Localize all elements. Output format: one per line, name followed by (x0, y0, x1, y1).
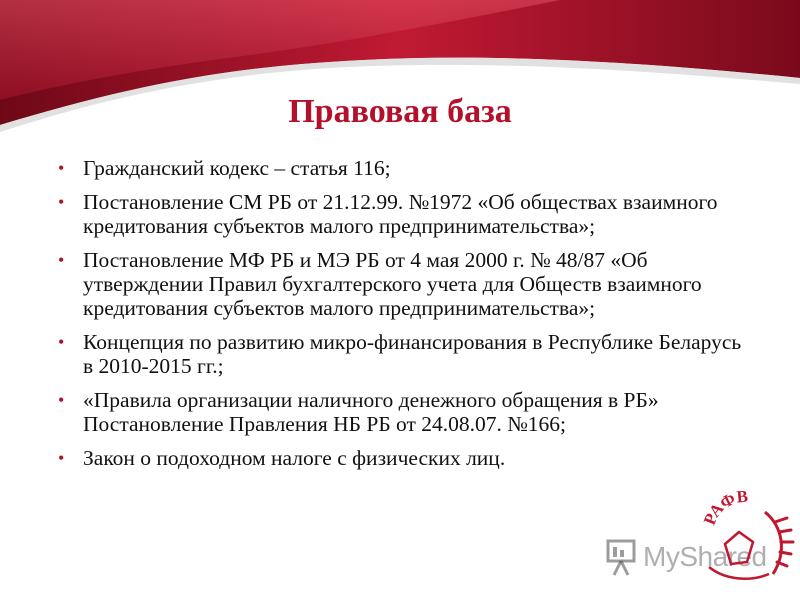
list-item (58, 190, 748, 238)
logo-text: РАФВ (699, 486, 749, 528)
bullet-icon: • (58, 192, 65, 212)
bullet-list (58, 156, 748, 480)
list-item-text: Постановление СМ РБ от 21.12.99. №1972 «Об обществах взаимного кредитования субъектов малого предпринимательства»; (83, 190, 718, 238)
list-item-text: Закон о подоходном налоге с физических лиц. (83, 446, 506, 470)
list-item-text: Гражданский кодекс – статья 116; (83, 156, 391, 180)
bullet-icon: • (58, 448, 65, 468)
list-item (58, 388, 748, 436)
slide-title: Правовая база (288, 93, 512, 130)
bullet-icon: • (58, 390, 65, 410)
list-item-text: «Правила организации наличного денежного обращения в РБ» Постановление Правления НБ РБ от 24.08.07. №166; (83, 388, 659, 436)
list-item (58, 446, 748, 470)
presentation-board-icon (605, 537, 639, 577)
list-item (58, 156, 748, 180)
watermark-text: MyShared (643, 541, 767, 572)
bullet-icon: • (58, 158, 65, 178)
list-item (58, 248, 748, 320)
list-item (58, 330, 748, 378)
rafv-logo-icon (695, 482, 795, 587)
svg-text:РАФВ (700, 487, 749, 528)
bullet-icon: • (58, 250, 65, 270)
list-item-text: Концепция по развитию микро-финансирования в Республике Беларусь в 2010-2015 гг.; (83, 330, 742, 378)
bullet-icon: • (58, 332, 65, 352)
list-item-text: Постановление МФ РБ и МЭ РБ от 4 мая 2000 г. № 48/87 «Об утверждении Правил бухгалтерского учета для Обществ взаимного кредитования субъектов малого предпринимательства»; (83, 248, 702, 320)
